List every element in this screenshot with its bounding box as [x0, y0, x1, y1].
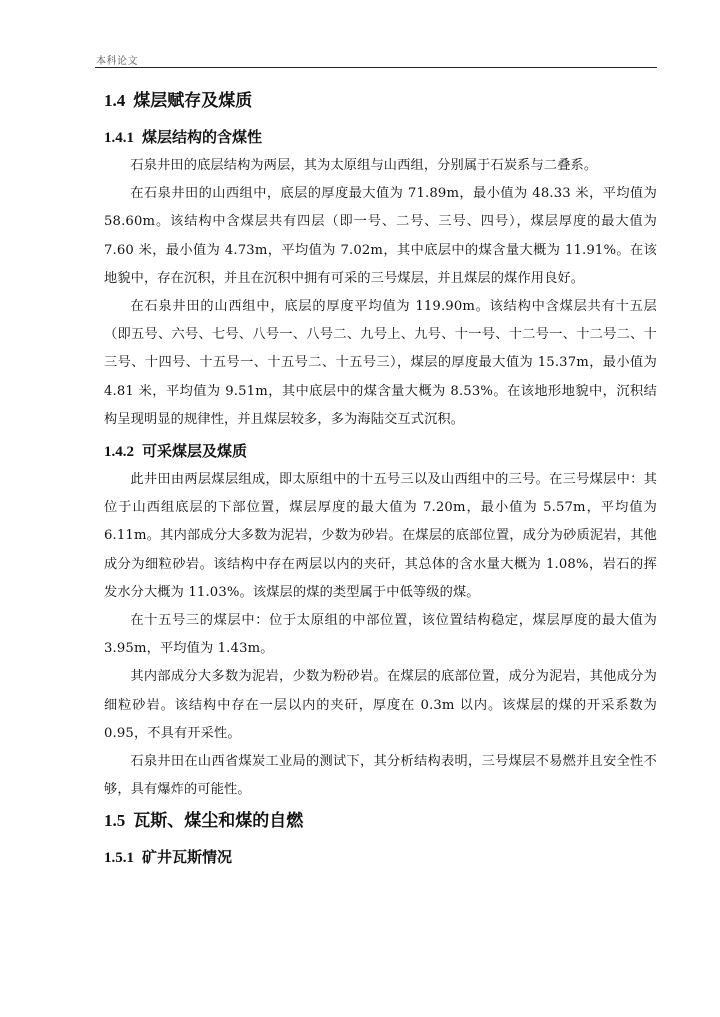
subsection-title: 可采煤层及煤质: [142, 442, 248, 461]
section-number: 1.4: [104, 91, 126, 110]
subsection-number: 1.4.2: [104, 444, 134, 461]
subsection-title: 矿井瓦斯情况: [142, 848, 233, 867]
subsection-number: 1.4.1: [104, 130, 134, 146]
subsection-title: 煤层结构的含煤性: [142, 128, 263, 146]
subsection-number: 1.5.1: [104, 850, 134, 867]
paragraph: 在十五号三的煤层中：位于太原组的中部位置，该位置结构稳定，煤层厚度的最大值为 3.95m，平均值为 1.43m。: [104, 613, 657, 657]
paragraph: 石泉井田的底层结构为两层，其为太原组与山西组，分别属于石炭系与二叠系。: [130, 158, 598, 173]
subsection-heading-1-5-1: [104, 842, 657, 872]
section-title: 瓦斯、煤尘和煤的自燃: [133, 811, 304, 832]
page-content: [104, 86, 657, 872]
paragraph: 其内部成分大多数为泥岩，少数为粉砂岩。在煤层的底部位置，成分为泥岩，其他成分为细粒砂岩。该结构中存在一层以内的夹矸，厚度在 0.3m 以内。该煤层的煤的开采系数为 0.95，不具有开采性。: [104, 669, 657, 741]
section-title: 煤层赋存及煤质: [133, 91, 253, 111]
paragraph: 在石泉井田的山西组中，底层的厚度平均值为 119.90m。该结构中含煤层共有十五层（即五号、六号、七号、八号一、八号二、九号上、九号、十一号、十二号一、十二号二、十三号、十四号、十五号一、十五号二、十五号三），煤层的厚度最大值为 15.37m，最小值为 4.81 米，平均值为 9.51m，其中底层中的煤含量大概为 8.53%。在该地形地貌中，沉积结构呈现明显的规律性，并且煤层较多，多为海陆交互式沉积。: [104, 299, 657, 427]
paragraph: 石泉井田在山西省煤炭工业局的测试下，其分析结构表明，三号煤层不易燃并且安全性不够，具有爆炸的可能性。: [104, 754, 657, 798]
section-heading-1-4: [104, 86, 657, 116]
subsection-heading-1-4-1: [104, 122, 657, 152]
running-header: 本科论文: [96, 56, 138, 67]
paragraph: 在石泉井田的山西组中，底层的厚度最大值为 71.89m，最小值为 48.33 米，平均值为 58.60m。该结构中含煤层共有四层（即一号、二号、三号、四号），煤层厚度的最大值为 7.60 米，最小值为 4.73m，平均值为 7.02m，其中底层中的煤含量大概为 11.91%。在该地貌中，存在沉积，并且在沉积中拥有可采的三号煤层，并且煤层的煤作用良好。: [104, 186, 657, 286]
paragraph: 此井田由两层煤层组成，即太原组中的十五号三以及山西组中的三号。在三号煤层中：其位于山西组底层的下部位置，煤层厚度的最大值为 7.20m，最小值为 5.57m，平均值为 6.11m。其内部成分大多数为泥岩，少数为砂岩。在煤层的底部位置，成分为砂质泥岩，其他成分为细粒砂岩。该结构中存在两层以内的夹矸，其总体的含水量大概为 1.08%，岩石的挥发水分大概为 11.03%。该煤层的煤的类型属于中低等级的煤。: [104, 472, 657, 600]
section-number: 1.5: [104, 811, 126, 831]
subsection-heading-1-4-2: [104, 436, 657, 466]
section-heading-1-5: [104, 806, 657, 836]
header-divider: [95, 67, 657, 68]
